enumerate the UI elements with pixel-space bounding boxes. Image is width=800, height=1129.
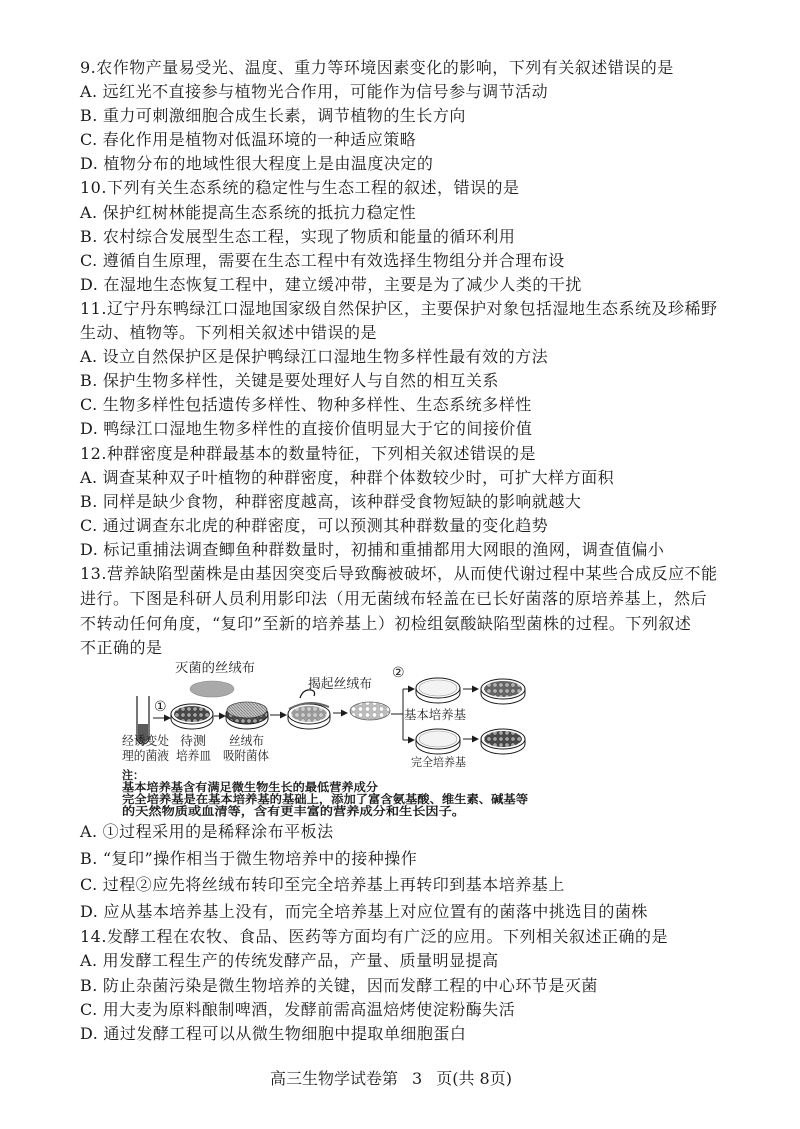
option-c — [0, 128, 800, 152]
option-text: 同样是缺少食物，种群密度越高，该种群受食物短缺的影响就越大 — [102, 491, 582, 511]
replica-plating-figure — [0, 661, 800, 819]
question-number: 12. — [80, 443, 107, 463]
option-text: “复印”操作相当于微生物培养中的接种操作 — [102, 848, 418, 868]
option-label: D. — [80, 539, 99, 559]
velvet-on-plate — [227, 702, 267, 718]
option-label: D. — [80, 1024, 99, 1044]
option-a — [0, 819, 800, 846]
basic-cultured-colonies — [484, 681, 522, 697]
option-label: B. — [80, 371, 98, 391]
option-a — [0, 466, 800, 490]
question-stem-line — [0, 925, 800, 949]
option-label: D. — [80, 901, 99, 921]
option-label: C. — [80, 875, 98, 895]
question-stem-line — [0, 587, 800, 612]
option-label: B. — [80, 106, 98, 126]
question-stem-line — [0, 56, 800, 80]
option-text: 鸭绿江口湿地生物多样性的直接价值明显大于它的间接价值 — [103, 419, 533, 439]
question-11 — [0, 297, 800, 442]
plate-label-line-2: 培养皿 — [176, 748, 212, 764]
option-text: 用大麦为原料酿制啤酒，发酵前需高温焙烤使淀粉酶失活 — [102, 1000, 516, 1020]
option-label: A. — [80, 951, 98, 971]
option-label: B. — [80, 226, 98, 246]
sterile-velvet-cloth — [190, 681, 234, 697]
question-12 — [0, 442, 800, 562]
option-label: A. — [80, 82, 98, 102]
option-text: 通过发酵工程可以从微生物细胞中提取单细胞蛋白 — [103, 1024, 467, 1044]
step-2-marker: ② — [392, 665, 405, 682]
test-plate-colonies — [174, 706, 210, 722]
option-text: 通过调查东北虎的种群密度，可以预测其种群数量的变化趋势 — [102, 515, 549, 535]
option-label: A. — [80, 347, 98, 367]
option-a — [0, 201, 800, 225]
lift-velvet-label: 揭起丝绒布 — [308, 677, 374, 693]
option-text: 标记重捕法调查鲫鱼种群数量时，初捕和重捕都用大网眼的渔网，调查值偏小 — [103, 539, 665, 559]
imprinted-velvet — [350, 702, 390, 720]
option-d — [0, 152, 800, 176]
question-number: 10. — [80, 178, 107, 198]
basic-medium-label: 基本培养基 — [404, 707, 467, 723]
option-c — [0, 872, 800, 899]
option-label: C. — [80, 1000, 98, 1020]
question-stem-line — [0, 321, 800, 345]
option-c — [0, 393, 800, 417]
option-text: 生物多样性包括遗传多样性、物种多样性、生态系统多样性 — [102, 395, 532, 415]
question-stem-text: 不正确的是 — [80, 638, 163, 658]
tube-label-line-1: 经诱变处 — [122, 733, 170, 749]
question-10 — [0, 176, 800, 296]
lifted-plate-colonies — [291, 706, 327, 722]
question-stem-text: 农作物产量易受光、温度、重力等环境因素变化的影响，下列有关叙述错误的是 — [96, 58, 674, 77]
question-stem-line — [0, 562, 800, 587]
option-d — [0, 273, 800, 297]
question-stem-line — [0, 636, 800, 661]
option-label: D. — [80, 154, 99, 174]
option-text: 应从基本培养基上没有，而完全培养基上对应位置有的菌落中挑选目的菌株 — [103, 901, 648, 921]
plate-label-line-1: 待测 — [180, 733, 206, 749]
option-d — [0, 538, 800, 562]
complete-medium-surface — [419, 731, 457, 747]
footer-suffix: 页(共 8页) — [436, 1069, 512, 1088]
question-number: 13. — [80, 563, 107, 583]
option-d — [0, 899, 800, 926]
question-stem-text: 生动、植物等。下列相关叙述中错误的是 — [80, 323, 378, 343]
page-footer — [0, 1067, 782, 1091]
option-label: A. — [80, 822, 98, 842]
option-b — [0, 846, 800, 873]
option-text: 调查某种双子叶植物的种群密度，种群个体数较少时，可扩大样方面积 — [102, 467, 615, 487]
option-text: 过程②应先将丝绒布转印至完全培养基上再转印到基本培养基上 — [102, 875, 565, 895]
option-b — [0, 490, 800, 514]
page-content — [0, 56, 800, 1047]
complete-medium-label: 完全培养基 — [411, 755, 467, 770]
option-text: 用发酵工程生产的传统发酵产品，产量、质量明显提高 — [102, 951, 499, 971]
option-c — [0, 998, 800, 1022]
option-b — [0, 369, 800, 393]
option-b — [0, 104, 800, 128]
step-1-marker: ① — [154, 699, 167, 716]
question-stem-text: 进行。下图是科研人员利用影印法（用无菌绒布轻盖在已长好菌落的原培养基上，然后 — [80, 588, 708, 608]
option-label: C. — [80, 395, 98, 415]
complete-cultured-colonies — [484, 731, 522, 747]
question-9 — [0, 56, 800, 176]
question-stem-line — [0, 442, 800, 466]
basic-medium-surface — [419, 680, 457, 696]
option-text: 保护红树林能提高生态系统的抵抗力稳定性 — [102, 202, 417, 222]
option-label: D. — [80, 419, 99, 439]
question-stem-line — [0, 612, 800, 637]
option-text: ①过程采用的是稀释涂布平板法 — [102, 822, 334, 842]
note-line-3: 的天然物质或血清等，含有更丰富的营养成分和生长因子。 — [122, 804, 465, 819]
option-text: 防止杂菌污染是微生物培养的关键，因而发酵工程的中心环节是灭菌 — [102, 975, 598, 995]
option-c — [0, 514, 800, 538]
option-text: 设立自然保护区是保护鸭绿江口湿地生物多样性最有效的方法 — [102, 347, 549, 367]
question-14 — [0, 925, 800, 1046]
option-text: 重力可刺激细胞合成生长素，调节植物的生长方向 — [102, 106, 466, 126]
option-a — [0, 345, 800, 369]
footer-page-number: 3 — [412, 1069, 423, 1088]
question-stem-text: 发酵工程在农牧、食品、医药等方面均有广泛的应用。下列相关叙述正确的是 — [106, 927, 668, 947]
velvet-label-line-2: 吸附菌体 — [223, 748, 270, 764]
question-stem-line — [0, 176, 800, 200]
question-stem-text: 种群密度是种群最基本的数量特征，下列相关叙述错误的是 — [106, 443, 536, 463]
option-text: 农村综合发展型生态工程，实现了物质和能量的循环利用 — [102, 226, 516, 246]
note-line-2: 完全培养基是在基本培养基的基础上，添加了富含氨基酸、维生素、碱基等 — [122, 792, 529, 807]
option-label: D. — [80, 274, 99, 294]
replica-plating-diagram — [0, 661, 800, 819]
option-c — [0, 249, 800, 273]
question-stem-text: 营养缺陷型菌株是由基因突变后导致酶被破坏，从而使代谢过程中某些合成反应不能 — [106, 563, 718, 583]
option-label: B. — [80, 848, 98, 868]
option-text: 植物分布的地域性很大程度上是由温度决定的 — [103, 154, 434, 174]
option-label: B. — [80, 975, 98, 995]
option-label: C. — [80, 130, 98, 150]
option-d — [0, 417, 800, 441]
option-b — [0, 225, 800, 249]
option-label: A. — [80, 202, 98, 222]
question-number: 11. — [80, 298, 107, 318]
option-label: B. — [80, 491, 98, 511]
question-stem-text: 辽宁丹东鸭绿江口湿地国家级自然保护区，主要保护对象包括湿地生态系统及珍稀野 — [106, 298, 718, 318]
sterile-velvet-label: 灭菌的丝绒布 — [175, 661, 254, 677]
footer-prefix: 高三生物学试卷第 — [270, 1069, 399, 1088]
tube-label-line-2: 理的菌液 — [122, 748, 170, 764]
option-text: 遵循自生原理，需要在生态工程中有效选择生物组分并合理布设 — [102, 250, 565, 270]
question-number: 14. — [80, 927, 107, 947]
question-stem-text: 不转动任何角度，“复印”至新的培养基上）初检组氨酸缺陷型菌株的过程。下列叙述 — [80, 613, 692, 633]
option-text: 在湿地生态恢复工程中，建立缓冲带，主要是为了减少人类的干扰 — [103, 274, 582, 294]
option-d — [0, 1022, 800, 1046]
question-stem-line — [0, 297, 800, 321]
option-b — [0, 974, 800, 998]
question-13 — [0, 562, 800, 925]
question-stem-text: 下列有关生态系统的稳定性与生态工程的叙述，错误的是 — [106, 178, 520, 198]
option-label: C. — [80, 250, 98, 270]
option-label: A. — [80, 467, 98, 487]
option-label: C. — [80, 515, 98, 535]
note-title: 注： — [122, 768, 144, 783]
option-text: 保护生物多样性，关键是要处理好人与自然的相互关系 — [102, 371, 499, 391]
option-text: 远红光不直接参与植物光合作用，可能作为信号参与调节活动 — [102, 82, 549, 102]
velvet-label-line-1: 丝绒布 — [229, 733, 264, 749]
option-a — [0, 80, 800, 104]
option-text: 春化作用是植物对低温环境的一种适应策略 — [102, 130, 417, 150]
note-line-1: 基本培养基含有满足微生物生长的最低营养成分 — [122, 780, 379, 795]
question-number: 9. — [80, 58, 97, 77]
option-a — [0, 949, 800, 973]
